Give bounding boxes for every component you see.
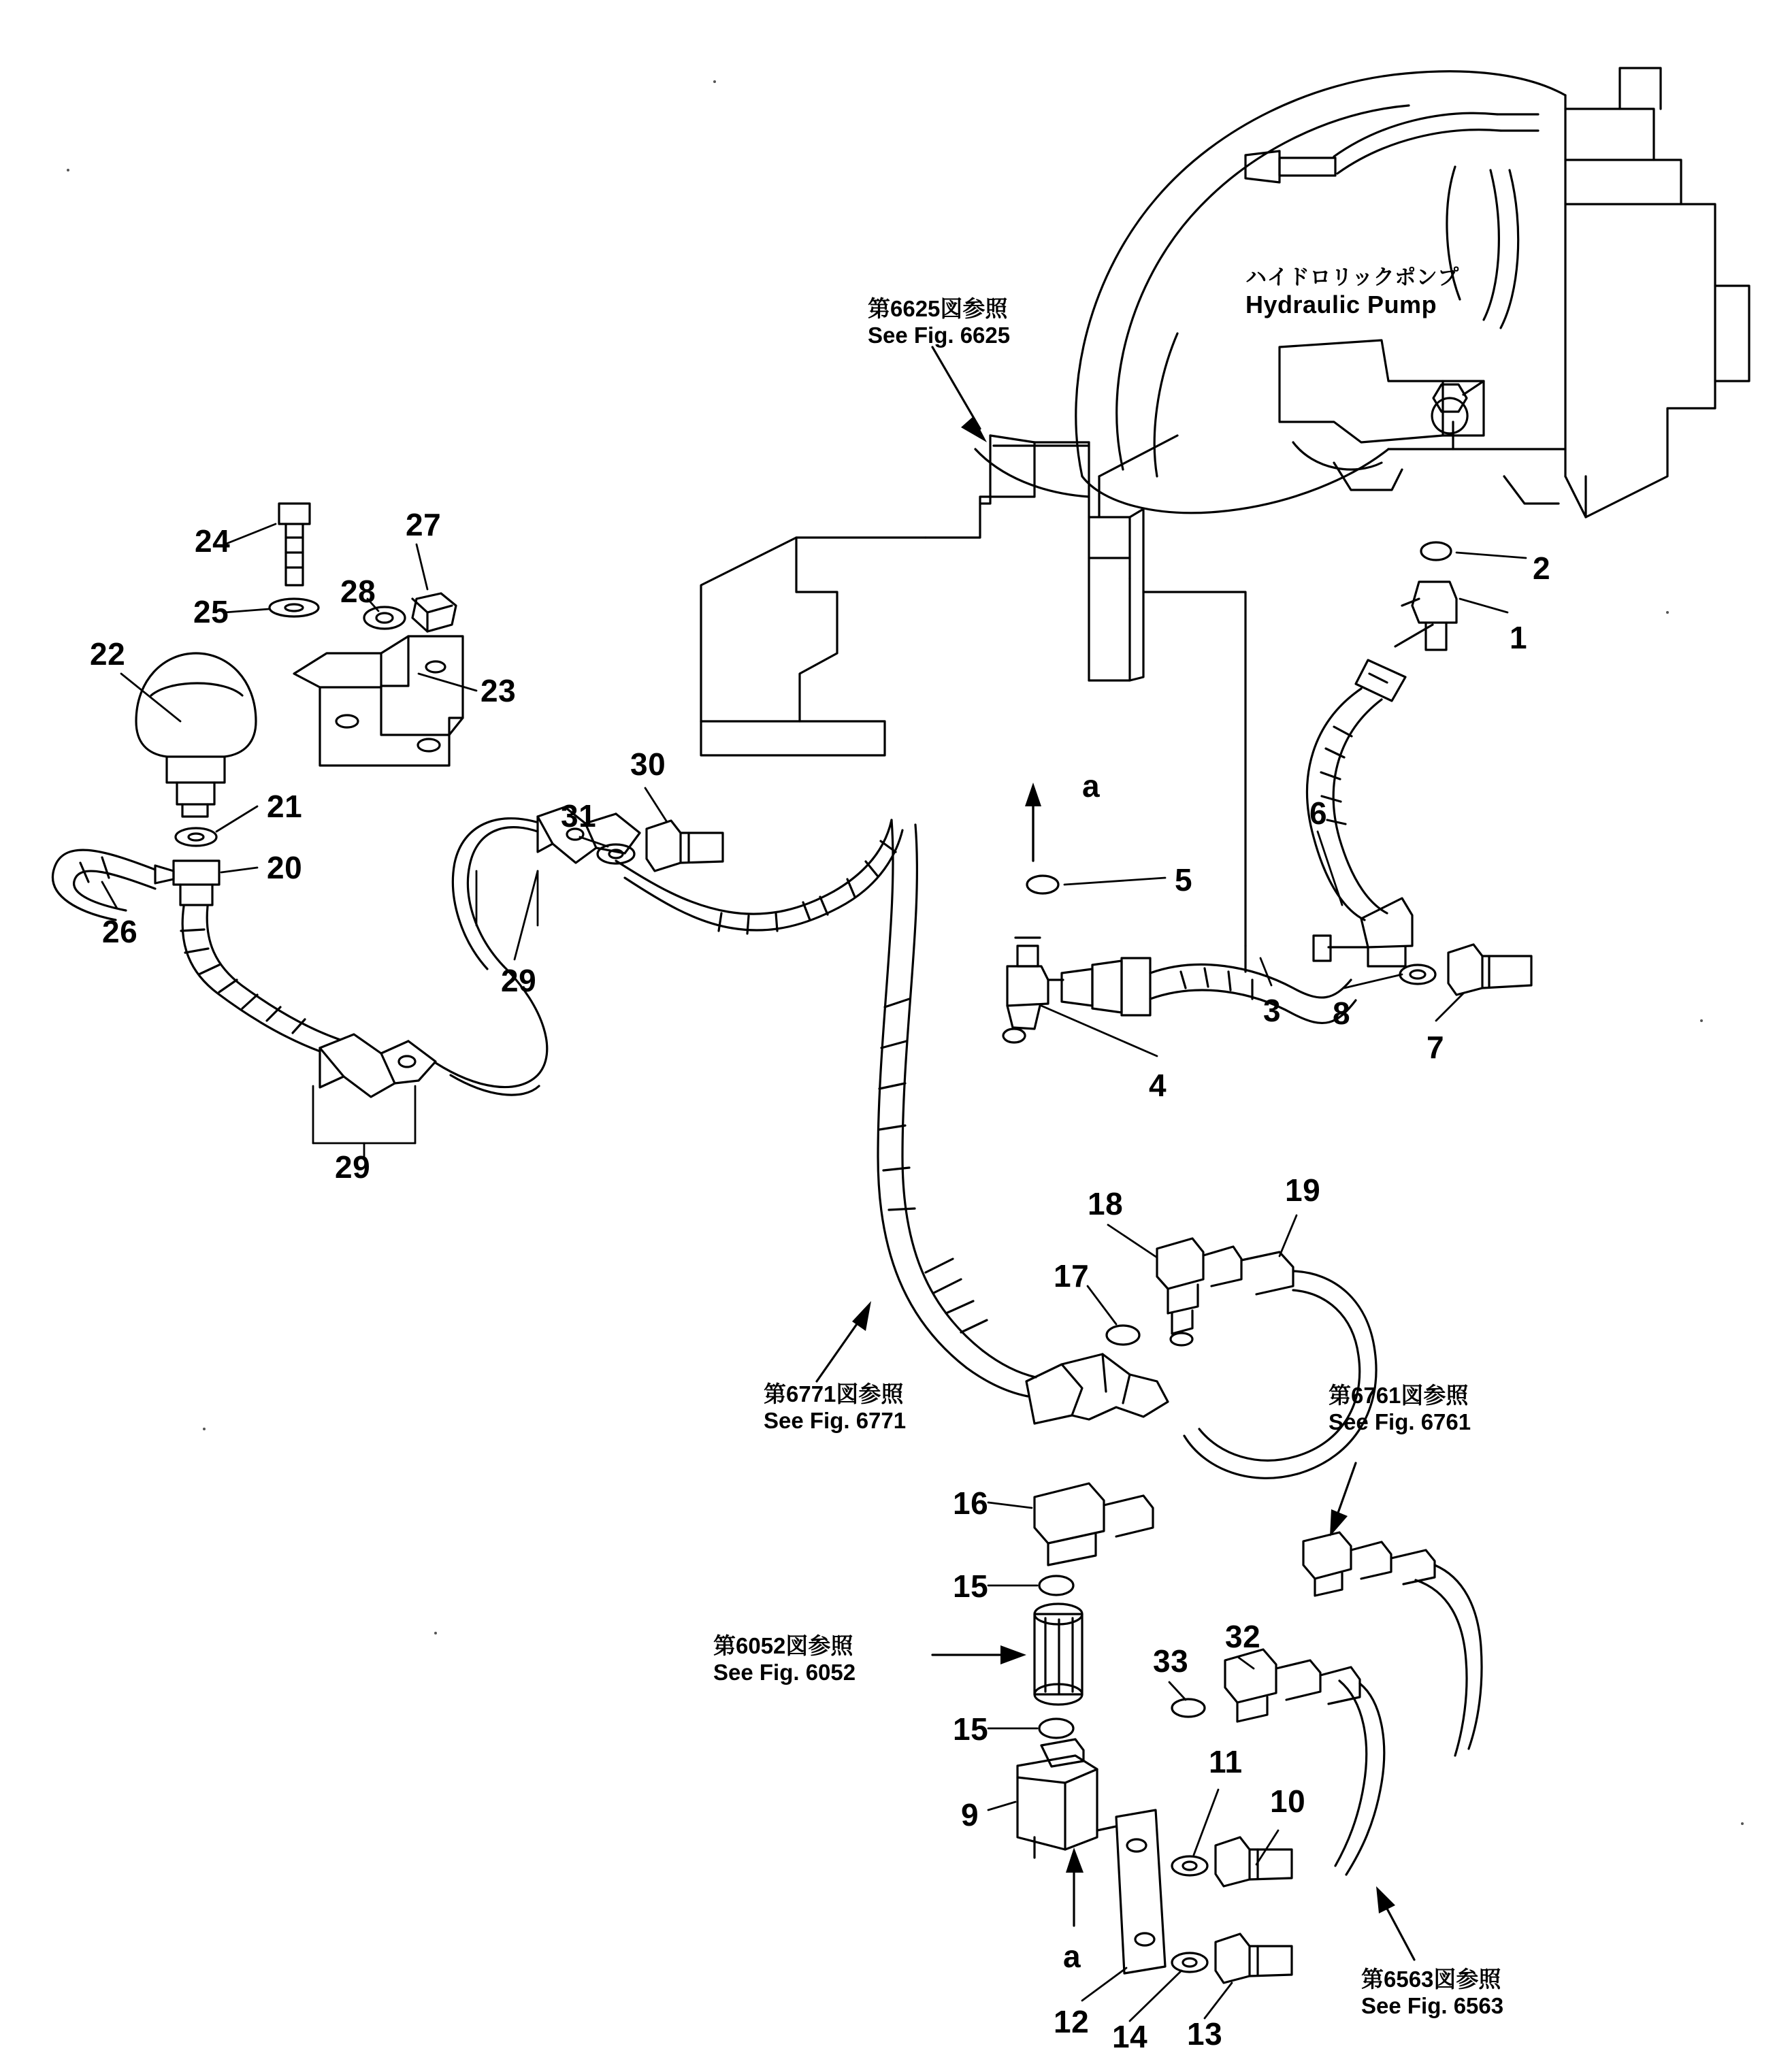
figure-ref-6052-en: See Fig. 6052	[713, 1659, 856, 1685]
item-number-5: 5	[1175, 862, 1193, 898]
item-number-27: 27	[406, 507, 442, 542]
section-callout-a-upper: a	[1082, 768, 1101, 804]
accumulator-group	[52, 504, 1168, 1424]
item-number-20: 20	[267, 850, 303, 885]
item-number-32: 32	[1225, 1619, 1261, 1654]
figure-ref-6761[interactable]	[1329, 1383, 1471, 1436]
item-number-7: 7	[1427, 1030, 1445, 1065]
item-number-14: 14	[1112, 2019, 1148, 2054]
hose-3-tee-4	[1003, 783, 1356, 1042]
item-number-3: 3	[1263, 993, 1282, 1028]
item-number-1: 1	[1510, 620, 1528, 655]
item-number-6: 6	[1309, 795, 1328, 831]
item-number-23: 23	[480, 673, 517, 708]
arrow-6052	[932, 1645, 1026, 1664]
item-number-10: 10	[1270, 1783, 1306, 1819]
figure-ref-6563-jp: 第6563図参照	[1361, 1967, 1501, 1992]
item-number-17: 17	[1054, 1258, 1090, 1294]
item-number-28: 28	[340, 574, 376, 609]
fitting-6761	[1303, 1532, 1482, 1756]
valve-stack	[1017, 1238, 1384, 1983]
figure-ref-6625-jp: 第6625図参照	[868, 296, 1008, 321]
fitting-1-2	[1307, 542, 1456, 920]
hydraulic-pump-label	[1245, 265, 1459, 319]
arrow-6625	[932, 347, 987, 442]
item-number-13: 13	[1187, 2016, 1223, 2052]
figure-ref-6625[interactable]	[868, 296, 1010, 349]
item-number-18: 18	[1088, 1186, 1124, 1221]
item-number-24: 24	[195, 523, 231, 559]
item-number-8: 8	[1333, 996, 1351, 1031]
figure-ref-6563-en: See Fig. 6563	[1361, 1992, 1504, 2018]
item-number-15-upper: 15	[953, 1568, 989, 1604]
item-number-31: 31	[561, 798, 597, 834]
figure-ref-6771[interactable]	[764, 1381, 906, 1434]
figure-ref-6771-en: See Fig. 6771	[764, 1407, 907, 1433]
item-number-11: 11	[1209, 1744, 1243, 1779]
item-number-26: 26	[102, 914, 138, 949]
item-number-12: 12	[1054, 2004, 1090, 2039]
figure-ref-6052-jp: 第6052図参照	[713, 1633, 853, 1658]
item-number-30: 30	[630, 746, 666, 782]
figure-ref-6052[interactable]	[713, 1633, 856, 1686]
item-number-15-lower: 15	[953, 1711, 989, 1747]
item-number-33: 33	[1153, 1643, 1189, 1679]
hydraulic-pump-label-jp: ハイドロリックポンプ	[1245, 265, 1459, 289]
figure-ref-6625-en: See Fig. 6625	[868, 322, 1011, 348]
arrow-6771	[817, 1301, 871, 1381]
item-number-19: 19	[1285, 1172, 1321, 1208]
item-number-21: 21	[267, 789, 303, 824]
item-number-22: 22	[90, 636, 126, 672]
item-number-16: 16	[953, 1485, 989, 1521]
arrow-6761	[1330, 1463, 1356, 1536]
figure-ref-6563[interactable]	[1361, 1967, 1503, 2020]
item-number-2: 2	[1533, 550, 1551, 586]
figure-ref-6761-jp: 第6761図参照	[1329, 1383, 1469, 1408]
machine-frame	[701, 435, 1245, 972]
figure-ref-6771-jp: 第6771図参照	[764, 1381, 904, 1407]
item-number-25: 25	[193, 594, 229, 629]
item-number-29-upper: 29	[501, 963, 537, 998]
section-callout-a-lower: a	[1063, 1939, 1081, 1974]
hydraulic-pump-label-en: Hydraulic Pump	[1245, 290, 1437, 318]
item-number-29-lower: 29	[335, 1149, 371, 1185]
elbow-6-bolt-7	[1314, 898, 1531, 995]
item-number-4: 4	[1149, 1068, 1167, 1103]
item-number-9: 9	[961, 1797, 979, 1832]
figure-ref-6761-en: See Fig. 6761	[1329, 1409, 1471, 1434]
arrow-6563	[1376, 1886, 1414, 1960]
